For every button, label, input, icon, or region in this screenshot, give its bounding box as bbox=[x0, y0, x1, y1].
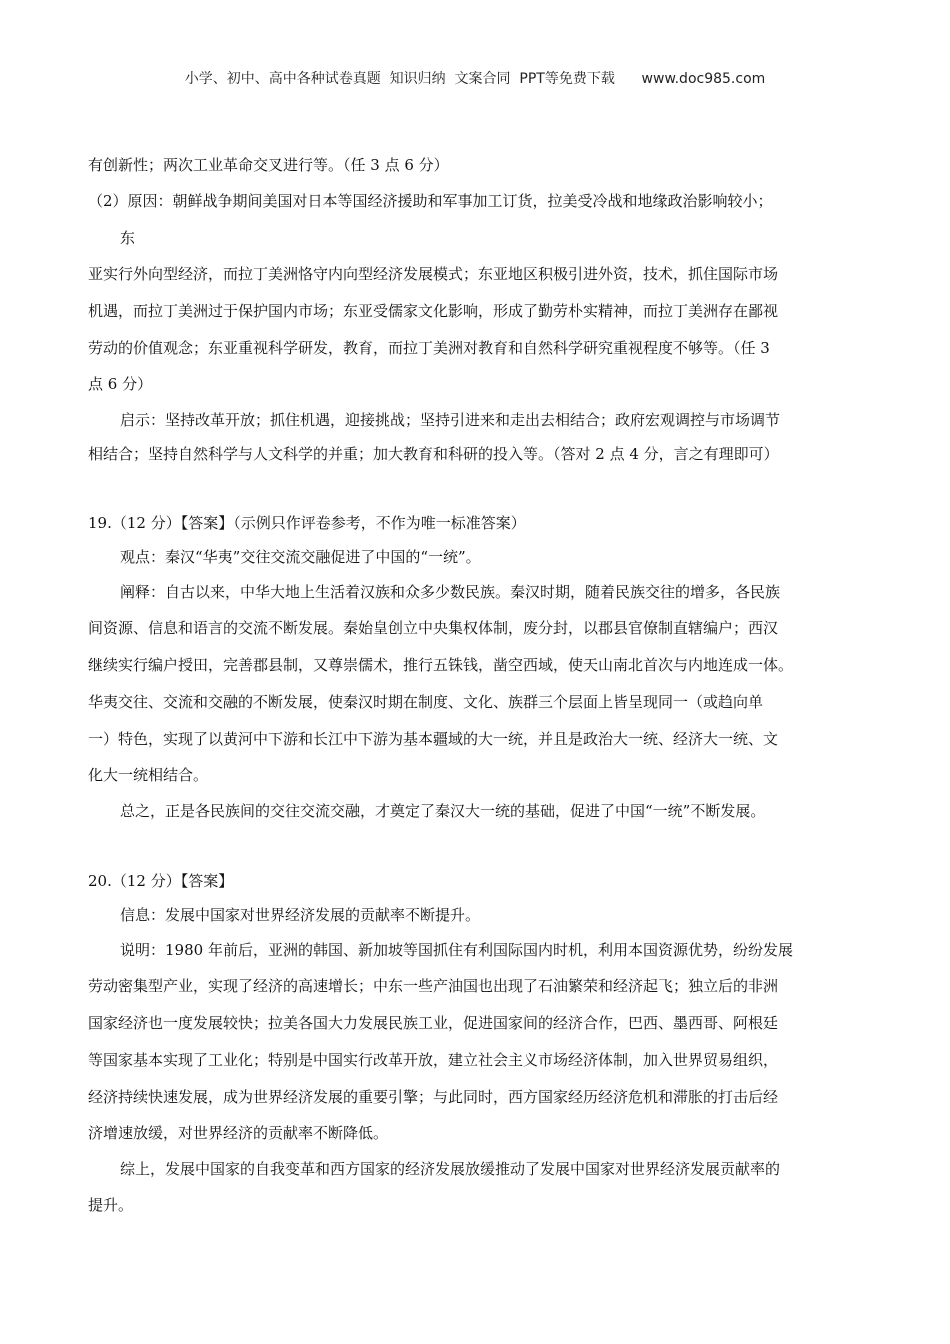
text-line: 经济持续快速发展，成为世界经济发展的重要引擎；与此同时，西方国家经历经济危机和滞胀的打击后经 bbox=[88, 1088, 779, 1106]
text-line: 华夷交往、交流和交融的不断发展，使秦汉时期在制度、文化、族群三个层面上皆呈现同一（或趋向单 bbox=[88, 693, 764, 711]
text-line: 启示：坚持改革开放；抓住机遇，迎接挑战；坚持引进来和走出去相结合；政府宏观调控与市场调节 bbox=[120, 411, 781, 429]
text-line: 等国家基本实现了工业化；特别是中国实行改革开放，建立社会主义市场经济体制，加入世界贸易组织， bbox=[88, 1051, 779, 1069]
text-line: 综上，发展中国家的自我变革和西方国家的经济发展放缓推动了发展中国家对世界经济发展贡献率的 bbox=[120, 1160, 781, 1178]
text-line: 点 6 分） bbox=[88, 375, 153, 393]
text-line: 总之，正是各民族间的交往交流交融，才奠定了秦汉大一统的基础，促进了中国“一统”不断发展。 bbox=[120, 802, 766, 820]
text-line: 说明：1980 年前后，亚洲的韩国、新加坡等国抓住有利国际国内时机，利用本国资源优势，纷纷发展 bbox=[120, 941, 793, 959]
text-line: 化大一统相结合。 bbox=[88, 766, 209, 784]
page-header: 小学、初中、高中各种试卷真题 知识归纳 文案合同 PPT等免费下载 www.doc985.com bbox=[184, 71, 766, 87]
text-line: 有创新性；两次工业革命交叉进行等。（任 3 点 6 分） bbox=[88, 156, 449, 174]
text-line: 间资源、信息和语言的交流不断发展。秦始皇创立中央集权体制，废分封，以郡县官僚制直辖编户；西汉 bbox=[88, 619, 779, 637]
question-19-heading: 19.（12 分）【答案】（示例只作评卷参考，不作为唯一标准答案） bbox=[88, 514, 526, 532]
text-line: 相结合；坚持自然科学与人文科学的并重；加大教育和科研的投入等。（答对 2 点 4 分，言之有理即可） bbox=[88, 445, 779, 463]
text-line: 阐释：自古以来，中华大地上生活着汉族和众多少数民族。秦汉时期，随着民族交往的增多，各民族 bbox=[120, 583, 781, 601]
text-line: 提升。 bbox=[88, 1196, 134, 1214]
text-line: 亚实行外向型经济，而拉丁美洲恪守内向型经济发展模式；东亚地区积极引进外资，技术，抓住国际市场 bbox=[88, 265, 779, 283]
text-line: 机遇，而拉丁美洲过于保护国内市场；东亚受儒家文化影响，形成了勤劳朴实精神，而拉丁美洲存在鄙视 bbox=[88, 302, 779, 320]
text-line: 东 bbox=[120, 229, 136, 247]
text-line: 信息：发展中国家对世界经济发展的贡献率不断提升。 bbox=[120, 906, 481, 924]
text-line: 一）特色，实现了以黄河中下游和长江中下游为基本疆域的大一统，并且是政治大一统、经济大一统、文 bbox=[88, 730, 779, 748]
text-line: 劳动密集型产业，实现了经济的高速增长；中东一些产油国也出现了石油繁荣和经济起飞；独立后的非洲 bbox=[88, 977, 779, 995]
text-line: 观点：秦汉“华夷”交往交流交融促进了中国的“一统”。 bbox=[120, 548, 481, 566]
text-line: （2）原因：朝鲜战争期间美国对日本等国经济援助和军事加工订货，拉美受冷战和地缘政治影响较小； bbox=[88, 192, 773, 210]
text-line: 济增速放缓，对世界经济的贡献率不断降低。 bbox=[88, 1124, 389, 1142]
text-line: 继续实行编户授田，完善郡县制，又尊崇儒术，推行五铢钱，凿空西域，使天山南北首次与内地连成一体。 bbox=[88, 656, 794, 674]
text-line: 劳动的价值观念；东亚重视科学研发，教育，而拉丁美洲对教育和自然科学研究重视程度不够等。（任 3 bbox=[88, 339, 770, 357]
text-line: 国家经济也一度发展较快；拉美各国大力发展民族工业，促进国家间的经济合作，巴西、墨西哥、阿根廷 bbox=[88, 1014, 779, 1032]
question-20-heading: 20.（12 分）【答案】 bbox=[88, 872, 234, 890]
